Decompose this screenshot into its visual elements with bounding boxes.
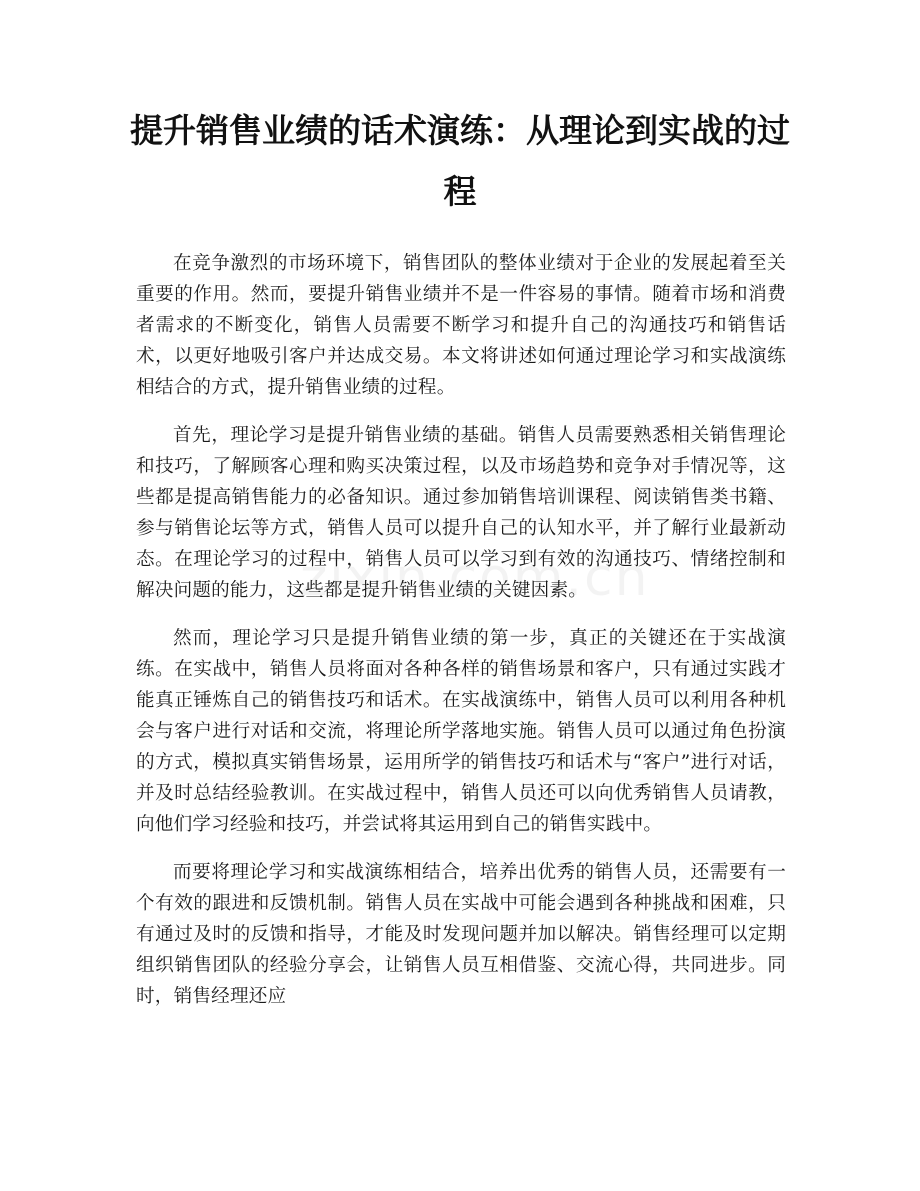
document-title: 提升销售业绩的话术演练：从理论到实战的过程 <box>130 111 790 211</box>
paragraph-theory: 首先，理论学习是提升销售业绩的基础。销售人员需要熟悉相关销售理论和技巧，了解顾客心理和购买决策过程，以及市场趋势和竞争对手情况等，这些都是提高销售能力的必备知识。通过参加销售培训课程、阅读销售类书籍、参与销售论坛等方式，销售人员可以提升自己的认知水平，并了解行业最新动态。在理论学习的过程中，销售人员可以学习到有效的沟通技巧、情绪控制和解决问题的能力，这些都是提升销售业绩的关键因素。 <box>136 425 786 601</box>
document-body <box>136 248 786 1029</box>
paragraph-feedback: 而要将理论学习和实战演练相结合，培养出优秀的销售人员，还需要有一个有效的跟进和反馈机制。销售人员在实战中可能会遇到各种挑战和困难，只有通过及时的反馈和指导，才能及时发现问题并加以解决。销售经理可以定期组织销售团队的经验分享会，让销售人员互相借鉴、交流心得，共同进步。同时，销售经理还应 <box>136 862 786 1007</box>
paragraph-practice: 然而，理论学习只是提升销售业绩的第一步，真正的关键还在于实战演练。在实战中，销售人员将面对各种各样的销售场景和客户，只有通过实践才能真正锤炼自己的销售技巧和话术。在实战演练中，销售人员可以利用各种机会与客户进行对话和交流，将理论所学落地实施。销售人员可以通过角色扮演的方式，模拟真实销售场景，运用所学的销售技巧和话术与“客户”进行对话，并及时总结经验教训。在实战过程中，销售人员还可以向优秀销售人员请教，向他们学习经验和技巧，并尝试将其运用到自己的销售实践中。 <box>136 628 786 835</box>
paragraph-intro: 在竞争激烈的市场环境下，销售团队的整体业绩对于企业的发展起着至关重要的作用。然而，要提升销售业绩并不是一件容易的事情。随着市场和消费者需求的不断变化，销售人员需要不断学习和提升自己的沟通技巧和销售话术，以更好地吸引客户并达成交易。本文将讲述如何通过理论学习和实战演练相结合的方式，提升销售业绩的过程。 <box>136 253 786 398</box>
